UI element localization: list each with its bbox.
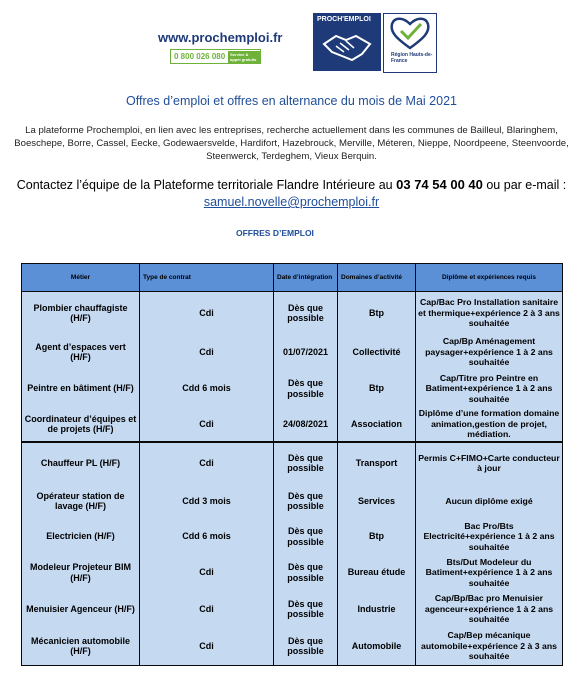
cell-diplome: Bac Pro/Bts Electricité+expérience 1 à 2 ans souhaitée <box>416 519 563 554</box>
cell-contrat: Cdd 3 mois <box>140 483 274 519</box>
cell-domaine: Btp <box>338 370 416 407</box>
contact-phone: 03 74 54 00 40 <box>396 177 483 192</box>
cell-date: Dès que possible <box>274 442 338 483</box>
cell-metier: Menuisier Agenceur (H/F) <box>22 591 140 627</box>
contact-email-link[interactable]: samuel.novelle@prochemploi.fr <box>203 195 380 209</box>
job-offers-table <box>21 263 563 666</box>
cell-date: Dès que possible <box>274 591 338 627</box>
phone-number: 0 800 026 080 <box>174 52 226 61</box>
cell-date: 24/08/2021 <box>274 407 338 442</box>
cell-date: Dès que possible <box>274 554 338 591</box>
phone-badge <box>170 49 261 64</box>
cell-domaine: Automobile <box>338 627 416 666</box>
cell-contrat: Cdi <box>140 334 274 370</box>
header-metier: Métier <box>22 264 140 292</box>
cell-diplome: Cap/Bep mécanique automobile+expérience 2 à 3 ans souhaitée <box>416 627 563 666</box>
cell-metier: Coordinateur d’équipes et de projets (H/F) <box>22 407 140 442</box>
contact-line <box>0 176 583 211</box>
cell-diplome: Cap/Bp/Bac pro Menuisier agenceur+expérience 1 à 2 ans souhaitée <box>416 591 563 627</box>
page-title: Offres d’emploi et offres en alternance du mois de Mai 2021 <box>126 94 457 108</box>
handshake-icon <box>322 30 372 64</box>
cell-metier: Agent d’espaces vert (H/F) <box>22 334 140 370</box>
cell-metier: Chauffeur PL (H/F) <box>22 442 140 483</box>
logo-title: PROCH'EMPLOI <box>317 16 371 23</box>
cell-domaine: Bureau étude <box>338 554 416 591</box>
cell-metier: Modeleur Projeteur BIM (H/F) <box>22 554 140 591</box>
cell-domaine: Collectivité <box>338 334 416 370</box>
cell-contrat: Cdi <box>140 591 274 627</box>
cell-date: Dès que possible <box>274 519 338 554</box>
table-row <box>22 370 563 407</box>
cell-contrat: Cdd 6 mois <box>140 370 274 407</box>
cell-diplome: Cap/Titre pro Peintre en Batiment+expérience 1 à 2 ans souhaitée <box>416 370 563 407</box>
cell-diplome: Aucun diplôme exigé <box>416 483 563 519</box>
cell-metier: Opérateur station de lavage (H/F) <box>22 483 140 519</box>
phone-tag: Service & appel gratuits <box>228 51 260 63</box>
contact-or: ou par e-mail : <box>486 178 567 192</box>
cell-domaine: Transport <box>338 442 416 483</box>
region-label: Région Hauts-de-France <box>391 52 433 64</box>
header-domaine: Domaines d’activité <box>338 264 416 292</box>
region-logo <box>383 13 437 73</box>
cell-metier: Mécanicien automobile (H/F) <box>22 627 140 666</box>
header-contrat: Type de contrat <box>140 264 274 292</box>
cell-domaine: Industrie <box>338 591 416 627</box>
cell-date: Dès que possible <box>274 627 338 666</box>
cell-domaine: Btp <box>338 519 416 554</box>
cell-contrat: Cdi <box>140 407 274 442</box>
table-header-row <box>22 264 563 292</box>
intro-text: La plateforme Prochemploi, en lien avec les entreprises, recherche actuellement dans les communes de Bailleul, Blaringhem, Boeschepe, Borre, Cassel, Eecke, Godewaersvelde, Hardifort, Hazebrouck, Merville, Méteren, Nieppe, Noordpeene, Steenvoorde, Steenwerck, Terdeghem, Vieux Berquin. <box>14 125 569 162</box>
cell-contrat: Cdi <box>140 292 274 335</box>
table-row <box>22 483 563 519</box>
table-row <box>22 292 563 335</box>
cell-domaine: Association <box>338 407 416 442</box>
cell-diplome: Permis C+FIMO+Carte conducteur à jour <box>416 442 563 483</box>
cell-diplome: Cap/Bac Pro Installation sanitaire et thermique+expérience 2 à 3 ans souhaitée <box>416 292 563 335</box>
header <box>0 0 583 80</box>
cell-contrat: Cdi <box>140 554 274 591</box>
cell-date: 01/07/2021 <box>274 334 338 370</box>
site-url[interactable]: www.prochemploi.fr <box>158 30 283 45</box>
table-row <box>22 442 563 483</box>
cell-diplome: Cap/Bp Aménagement paysager+expérience 1 à 2 ans souhaitée <box>416 334 563 370</box>
cell-metier: Electricien (H/F) <box>22 519 140 554</box>
cell-domaine: Btp <box>338 292 416 335</box>
table-row <box>22 334 563 370</box>
cell-contrat: Cdi <box>140 442 274 483</box>
cell-contrat: Cdd 6 mois <box>140 519 274 554</box>
cell-domaine: Services <box>338 483 416 519</box>
header-diplome: Diplôme et expériences requis <box>416 264 563 292</box>
table-row <box>22 591 563 627</box>
contact-text: Contactez l’équipe de la Plateforme territoriale Flandre Intérieure au <box>16 178 393 192</box>
cell-contrat: Cdi <box>140 627 274 666</box>
table-row <box>22 627 563 666</box>
header-date: Date d’intégration <box>274 264 338 292</box>
cell-metier: Peintre en bâtiment (H/F) <box>22 370 140 407</box>
cell-date: Dès que possible <box>274 292 338 335</box>
cell-date: Dès que possible <box>274 370 338 407</box>
prochemploi-logo <box>313 13 381 71</box>
cell-diplome: Bts/Dut Modeleur du Batiment+expérience 1 à 2 ans souhaitée <box>416 554 563 591</box>
cell-metier: Plombier chauffagiste (H/F) <box>22 292 140 335</box>
table-row <box>22 407 563 442</box>
cell-diplome: Diplôme d’une formation domaine animation,gestion de projet, médiation. <box>416 407 563 442</box>
table-row <box>22 554 563 591</box>
section-title: OFFRES D’EMPLOI <box>236 228 314 238</box>
cell-date: Dès que possible <box>274 483 338 519</box>
table-row <box>22 519 563 554</box>
heart-check-icon <box>388 16 432 50</box>
